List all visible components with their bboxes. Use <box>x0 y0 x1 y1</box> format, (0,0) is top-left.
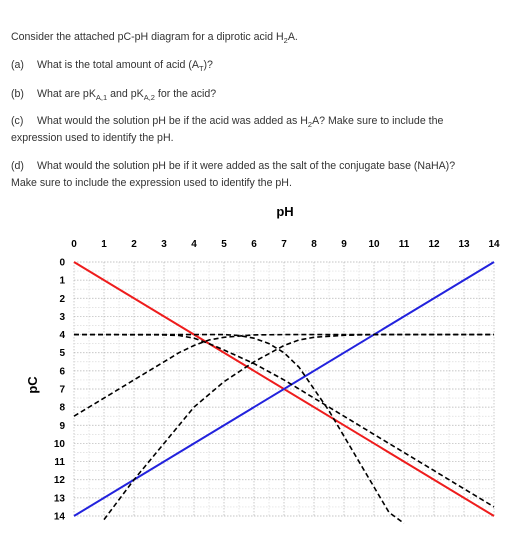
x-tick-label: 4 <box>191 239 197 250</box>
x-tick-label: 7 <box>281 239 287 250</box>
x-tick-label: 0 <box>71 239 77 250</box>
y-tick-label: 9 <box>59 420 65 432</box>
question-c: (c) What would the solution pH be if the acid was added as $H_2A$? Make sure to include the expression used to identify the pH. <box>11 115 444 144</box>
question-c-label: (c) <box>11 115 24 127</box>
question-d-label: (d) <box>11 160 24 172</box>
x-tick-label: 5 <box>221 239 227 250</box>
y-tick-label: 6 <box>59 366 65 378</box>
x-tick-label: 9 <box>341 239 347 250</box>
y-tick-label: 7 <box>59 384 65 396</box>
question-b: (b) What are $pK_{A,1}$ and $pK_{A,2}$ for the acid? <box>11 88 217 103</box>
x-tick-label: 1 <box>101 239 107 250</box>
question-a: (a) What is the total amount of acid $(A_T)$? <box>11 59 213 74</box>
x-tick-label: 13 <box>458 239 470 250</box>
y-tick-label: 10 <box>53 438 65 450</box>
y-tick-label: 5 <box>59 348 65 360</box>
y-tick-label: 2 <box>59 293 65 305</box>
y-tick-label: 1 <box>59 275 65 287</box>
y-tick-label: 12 <box>53 475 65 487</box>
y-tick-label: 14 <box>53 511 65 523</box>
x-tick-label: 14 <box>488 239 500 250</box>
y-tick-label: 3 <box>59 311 65 323</box>
y-tick-label: 11 <box>54 457 65 469</box>
y-tick-label: 0 <box>59 257 65 269</box>
y-tick-label: 8 <box>59 402 65 414</box>
x-tick-label: 11 <box>398 239 410 250</box>
y-axis-label: pC <box>25 376 40 394</box>
chart-title: pH <box>276 204 294 219</box>
x-tick-label: 12 <box>428 239 440 250</box>
x-tick-label: 3 <box>161 239 167 250</box>
intro-text: Consider the attached pC-pH diagram for a diprotic acid $H_2A$. <box>11 31 298 46</box>
x-tick-label: 10 <box>368 239 380 250</box>
question-b-label: (b) <box>11 88 24 100</box>
x-tick-label: 8 <box>311 239 317 250</box>
x-tick-label: 6 <box>251 239 257 250</box>
x-tick-label: 2 <box>131 239 137 250</box>
y-tick-label: 4 <box>59 330 65 342</box>
question-a-label: (a) <box>11 59 24 71</box>
y-tick-label: 13 <box>53 493 65 505</box>
question-d: (d) What would the solution pH be if it were added as the salt of the conjugate base (NaHA)? Make sure to include the expression used to identify the pH. <box>11 160 456 189</box>
